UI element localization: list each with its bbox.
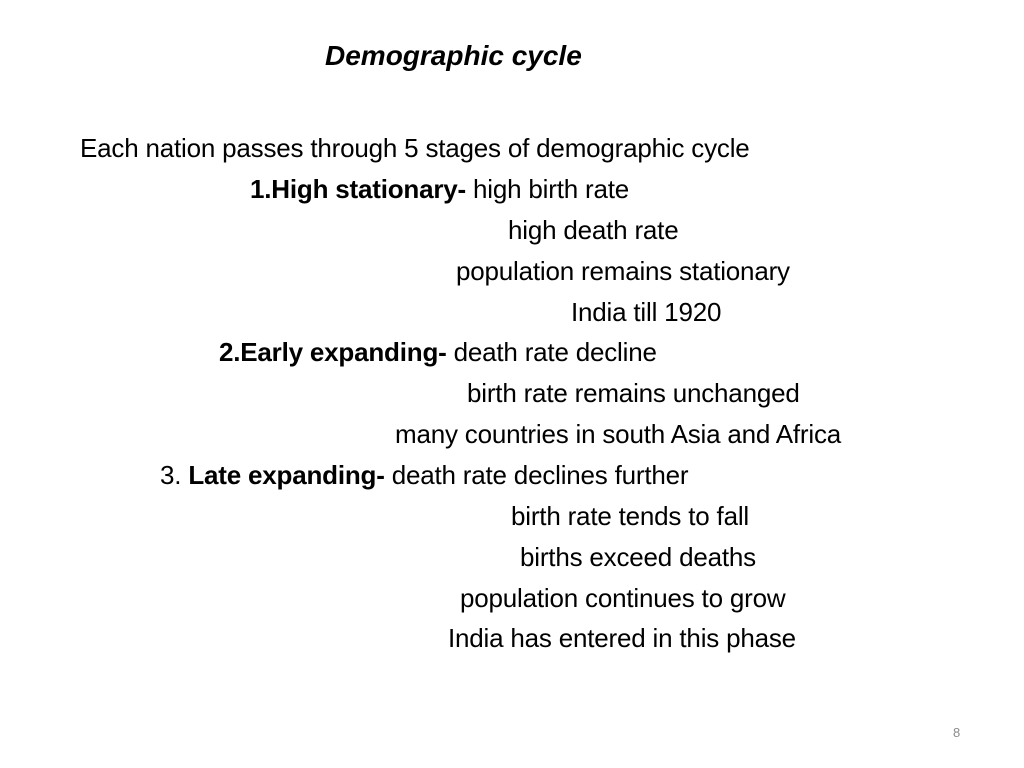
- page-number: 8: [953, 725, 961, 740]
- stage-1-point: high death rate: [508, 215, 679, 245]
- stage-2-point: many countries in south Asia and Africa: [395, 419, 842, 449]
- stage-1-heading: 1.High stationary-: [250, 174, 466, 204]
- stage-3-heading: Late expanding-: [188, 460, 385, 490]
- stage-3-point: birth rate tends to fall: [511, 501, 749, 531]
- stage-3-first-point: death rate declines further: [384, 460, 689, 490]
- stage-3-line: [160, 459, 688, 491]
- stage-1-first-point: high birth rate: [466, 174, 630, 204]
- slide-title: Demographic cycle: [325, 40, 582, 71]
- stage-1-point: population remains stationary: [456, 256, 790, 286]
- stage-3-point: births exceed deaths: [520, 542, 756, 572]
- stage-3-prefix: 3.: [160, 460, 189, 490]
- intro-text: Each nation passes through 5 stages of demographic cycle: [80, 133, 750, 163]
- stage-2-heading: 2.Early expanding-: [219, 337, 447, 367]
- stage-1-point: India till 1920: [571, 297, 722, 327]
- stage-3-point: India has entered in this phase: [448, 623, 796, 653]
- stage-2-line: [219, 336, 657, 368]
- stage-2-first-point: death rate decline: [446, 337, 657, 367]
- stage-3-point: population continues to grow: [460, 583, 786, 613]
- stage-1-line: [250, 173, 629, 205]
- stage-2-point: birth rate remains unchanged: [467, 378, 800, 408]
